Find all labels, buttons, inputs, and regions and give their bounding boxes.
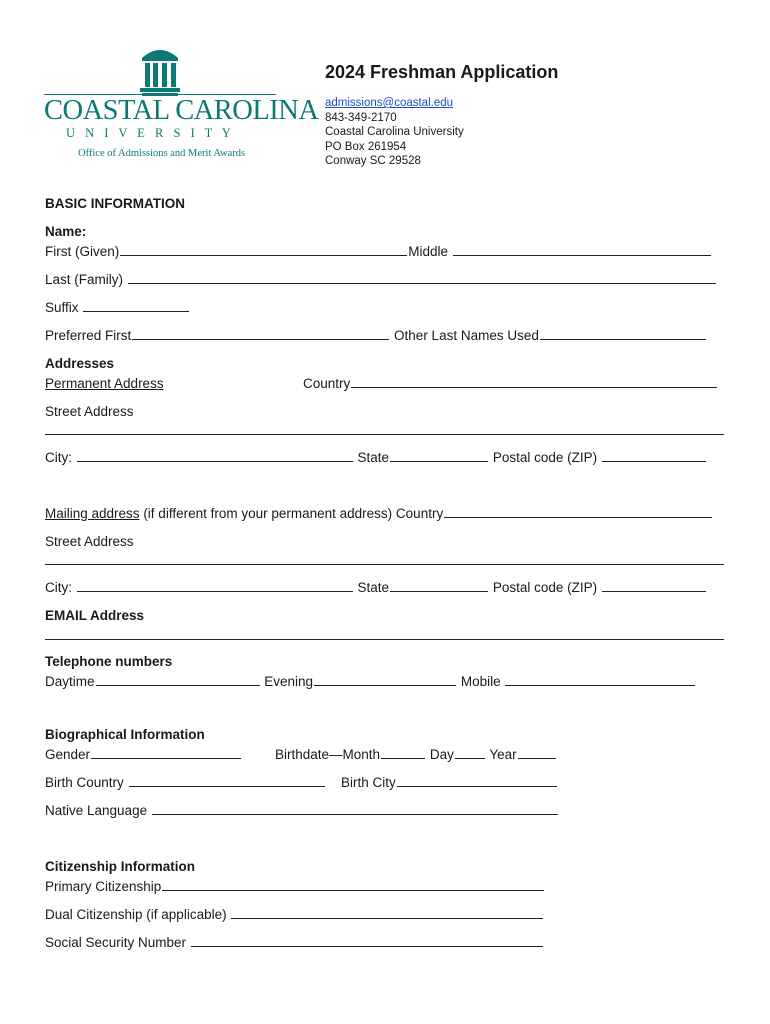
email-field[interactable] bbox=[45, 639, 724, 640]
zip-2-field[interactable] bbox=[602, 579, 706, 592]
preferred-first-label: Preferred First bbox=[45, 328, 132, 343]
birth-day-label: Day bbox=[429, 747, 454, 762]
org-name: Coastal Carolina University bbox=[325, 126, 464, 138]
city-2-field[interactable] bbox=[77, 579, 353, 592]
first-name-label: First (Given) bbox=[45, 244, 120, 259]
logo-name: COASTAL CAROLINA bbox=[44, 95, 319, 126]
evening-field[interactable] bbox=[314, 673, 456, 686]
last-name-label: Last (Family) bbox=[45, 272, 124, 287]
country-label: Country bbox=[303, 376, 351, 391]
first-name-row bbox=[45, 243, 712, 260]
addresses-heading: Addresses bbox=[45, 356, 115, 371]
ssn-field[interactable] bbox=[191, 934, 543, 947]
zip-2-label: Postal code (ZIP) bbox=[492, 580, 598, 595]
preferred-row bbox=[45, 327, 707, 344]
birth-city-label: Birth City bbox=[341, 775, 396, 790]
other-last-names-field[interactable] bbox=[540, 327, 706, 340]
birth-country-label: Birth Country bbox=[45, 775, 124, 790]
section-basic-heading: BASIC INFORMATION bbox=[45, 196, 185, 211]
native-language-label: Native Language bbox=[45, 803, 148, 818]
last-name-field[interactable] bbox=[128, 271, 716, 284]
birth-country-field[interactable] bbox=[129, 774, 325, 787]
birth-day-field[interactable] bbox=[455, 746, 485, 759]
mobile-field[interactable] bbox=[505, 673, 695, 686]
mailing-country-field[interactable] bbox=[444, 505, 712, 518]
evening-label: Evening bbox=[264, 674, 314, 689]
birth-year-field[interactable] bbox=[518, 746, 556, 759]
telephone-heading: Telephone numbers bbox=[45, 654, 173, 669]
zip-field[interactable] bbox=[602, 449, 706, 462]
state-2-label: State bbox=[357, 580, 390, 595]
dual-citizenship-row bbox=[45, 906, 544, 923]
email-link[interactable]: admissions@coastal.edu bbox=[325, 97, 454, 109]
email-heading: EMAIL Address bbox=[45, 608, 145, 623]
other-last-names-label: Other Last Names Used bbox=[394, 328, 539, 343]
middle-name-label: Middle bbox=[408, 244, 449, 259]
suffix-row bbox=[45, 299, 190, 316]
permanent-address-label: Permanent Address bbox=[45, 376, 164, 391]
gender-label: Gender bbox=[45, 747, 91, 762]
mobile-label: Mobile bbox=[460, 674, 501, 689]
zip-label: Postal code (ZIP) bbox=[492, 450, 598, 465]
name-label: Name: bbox=[45, 224, 87, 239]
country-row bbox=[303, 375, 718, 392]
city-label: City: bbox=[45, 450, 72, 465]
gender-field[interactable] bbox=[91, 746, 241, 759]
citizenship-heading: Citizenship Information bbox=[45, 859, 195, 874]
birth-year-label: Year bbox=[489, 747, 517, 762]
university-logo bbox=[44, 44, 319, 164]
preferred-first-field[interactable] bbox=[132, 327, 389, 340]
city-row-2 bbox=[45, 579, 707, 596]
first-name-field[interactable] bbox=[120, 243, 407, 256]
birth-city-field[interactable] bbox=[397, 774, 557, 787]
mailing-address-label: Mailing address bbox=[45, 506, 140, 521]
middle-name-field[interactable] bbox=[453, 243, 711, 256]
mailing-note-label: (if different from your permanent address) Country bbox=[143, 506, 444, 521]
city-2-label: City: bbox=[45, 580, 72, 595]
dual-citizenship-field[interactable] bbox=[231, 906, 543, 919]
columns-emblem-icon bbox=[44, 44, 276, 96]
phone-number: 843-349-2170 bbox=[325, 111, 397, 124]
last-name-row bbox=[45, 271, 717, 288]
street-address-label: Street Address bbox=[45, 404, 134, 419]
street-address-2-field[interactable] bbox=[45, 564, 724, 565]
native-language-row bbox=[45, 802, 559, 819]
bio-heading: Biographical Information bbox=[45, 727, 205, 742]
state-label: State bbox=[357, 450, 390, 465]
birth-country-row bbox=[45, 774, 326, 791]
birthdate-month-label: Birthdate—Month bbox=[275, 747, 381, 762]
city-field[interactable] bbox=[77, 449, 353, 462]
daytime-label: Daytime bbox=[45, 674, 95, 689]
contact-block bbox=[325, 96, 464, 169]
gender-row bbox=[45, 746, 242, 763]
state-field[interactable] bbox=[390, 449, 488, 462]
suffix-field[interactable] bbox=[83, 299, 189, 312]
po-box: PO Box 261954 bbox=[325, 140, 407, 153]
street-address-field[interactable] bbox=[45, 434, 724, 435]
birth-month-field[interactable] bbox=[381, 746, 425, 759]
city-row bbox=[45, 449, 707, 466]
primary-citizenship-row bbox=[45, 878, 545, 895]
primary-citizenship-label: Primary Citizenship bbox=[45, 879, 162, 894]
street-address-2-label: Street Address bbox=[45, 534, 134, 549]
birthdate-row bbox=[275, 746, 557, 763]
ssn-label: Social Security Number bbox=[45, 935, 187, 950]
logo-university: U N I V E R S I T Y bbox=[66, 126, 235, 140]
city-state-zip: Conway SC 29528 bbox=[325, 155, 421, 167]
logo-office: Office of Admissions and Merit Awards bbox=[78, 148, 246, 159]
daytime-field[interactable] bbox=[96, 673, 260, 686]
birth-city-row bbox=[341, 774, 558, 791]
ssn-row bbox=[45, 934, 544, 951]
dual-citizenship-label: Dual Citizenship (if applicable) bbox=[45, 907, 227, 922]
mailing-row bbox=[45, 505, 713, 522]
suffix-label: Suffix bbox=[45, 300, 79, 315]
telephone-row bbox=[45, 673, 696, 690]
state-2-field[interactable] bbox=[390, 579, 488, 592]
country-field[interactable] bbox=[351, 375, 717, 388]
primary-citizenship-field[interactable] bbox=[162, 878, 544, 891]
page-title: 2024 Freshman Application bbox=[325, 62, 559, 82]
native-language-field[interactable] bbox=[152, 802, 558, 815]
